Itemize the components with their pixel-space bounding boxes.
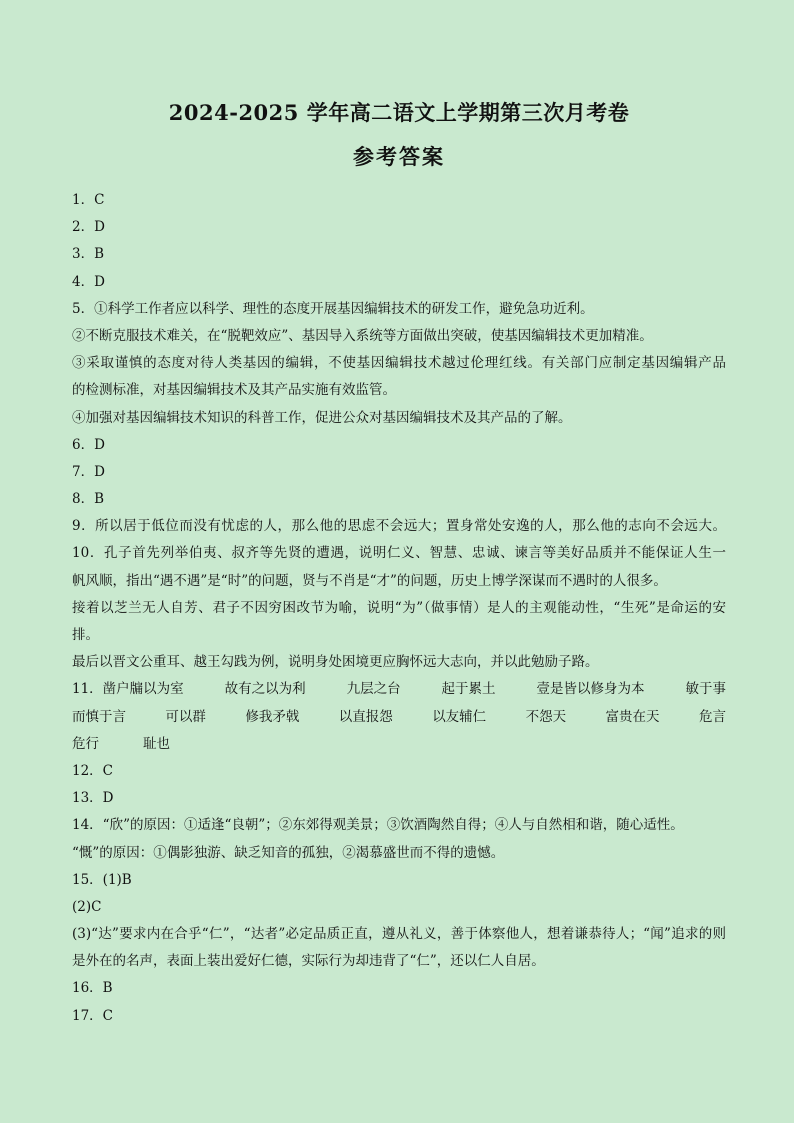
answer-q10-line: 最后以晋文公重耳、越王勾践为例，说明身处困境更应胸怀远大志向，并以此勉励子路。	[72, 654, 599, 671]
q11-phrase: 11．凿户牖以为室	[72, 681, 184, 698]
answer-q15-line: 是外在的名声，表面上装出爱好仁德，实际行为却违背了“仁”，还以仁人自居。	[72, 953, 545, 970]
answer-q5-line: ③采取谨慎的态度对待人类基因的编辑，不使基因编辑技术越过伦理红线。有关部门应制定基因编辑产品	[72, 355, 726, 372]
answer-q5-line: 的检测标准，对基因编辑技术及其产品实施有效监管。	[72, 382, 396, 399]
q11-phrase: 修我矛戟	[245, 708, 300, 725]
answer-q11-row	[72, 731, 726, 758]
answer-q14-line: “慨”的原因：①偶影独游、缺乏知音的孤独，②渴慕盛世而不得的遗憾。	[72, 844, 505, 861]
answer-q12: 12．C	[72, 762, 114, 779]
answer-q10-line: 接着以芝兰无人自芳、君子不因穷困改节为喻，说明“为”（做事情）是人的主观能动性，“生死”是命运的安	[72, 599, 726, 616]
answer-q14-line: 14．“欣”的原因：①适逢“良朝”；②东郊得观美景；③饮酒陶然自得；④人与自然相和谐，随心适性。	[72, 817, 684, 834]
answer-q6: 6．D	[72, 436, 105, 453]
document-title: 2024-2025 学年高二语文上学期第三次月考卷	[168, 100, 630, 125]
answer-q16: 16．B	[72, 980, 113, 997]
document-subtitle: 参考答案	[353, 144, 445, 169]
answer-list	[72, 187, 726, 1030]
answer-q15-line: 15．(1)B	[72, 871, 132, 888]
answer-q5-line: ④加强对基因编辑技术知识的科普工作，促进公众对基因编辑技术及其产品的了解。	[72, 409, 572, 426]
answer-q15-line: (2)C	[72, 898, 102, 915]
q11-phrase: 九层之台	[346, 681, 401, 698]
q11-phrase: 以直报怨	[338, 708, 393, 725]
answer-q4: 4．D	[72, 273, 105, 290]
answer-q13: 13．D	[72, 790, 114, 807]
q11-phrase: 敏于事	[685, 681, 726, 698]
answer-q2: 2．D	[72, 219, 105, 236]
answer-q3: 3．B	[72, 246, 105, 263]
q11-phrase: 以友辅仁	[432, 708, 487, 725]
answer-q10-line: 10．孔子首先列举伯夷、叔齐等先贤的遭遇，说明仁义、智慧、忠诚、谏言等美好品质并不能保证人生一	[72, 545, 726, 562]
answer-q5-line: 5．①科学工作者应以科学、理性的态度开展基因编辑技术的研发工作，避免急功近利。	[72, 300, 594, 317]
q11-phrase: 故有之以为利	[224, 681, 306, 698]
answer-q10-line: 排。	[72, 627, 99, 643]
q11-phrase: 危言	[698, 708, 726, 725]
answer-q17: 17．C	[72, 1007, 114, 1024]
answer-q11-row	[72, 676, 726, 703]
answer-q7: 7．D	[72, 463, 105, 480]
answer-q11-row	[72, 704, 726, 731]
answer-q10-line: 帆风顺，指出“遇不遇”是“时”的问题，贤与不肖是“才”的问题，历史上博学深谋而不遇时的人很多。	[72, 572, 667, 589]
q11-phrase: 富贵在天	[605, 708, 660, 725]
answer-q8: 8．B	[72, 491, 105, 508]
q11-phrase: 可以群	[165, 708, 206, 725]
q11-phrase: 危行	[72, 735, 99, 752]
q11-phrase: 而慎于言	[72, 708, 126, 725]
answer-q1: 1．C	[72, 192, 105, 208]
q11-phrase: 起于累土	[441, 681, 496, 698]
answer-q5-line: ②不断克服技术难关，在“脱靶效应”、基因导入系统等方面做出突破，使基因编辑技术更加精准。	[72, 327, 653, 344]
q11-phrase: 耻也	[143, 735, 170, 752]
q11-phrase: 不怨天	[525, 708, 567, 725]
answer-q9: 9．所以居于低位而没有忧虑的人，那么他的思虑不会远大；置身常处安逸的人，那么他的志向不会远大。	[72, 518, 726, 535]
answer-q15-line: (3)“达”要求内在合乎“仁”，“达者”必定品质正直，遵从礼义，善于体察他人，想着谦恭待人；“闻”追求的则	[72, 926, 726, 943]
q11-phrase: 壹是皆以修身为本	[536, 681, 645, 698]
